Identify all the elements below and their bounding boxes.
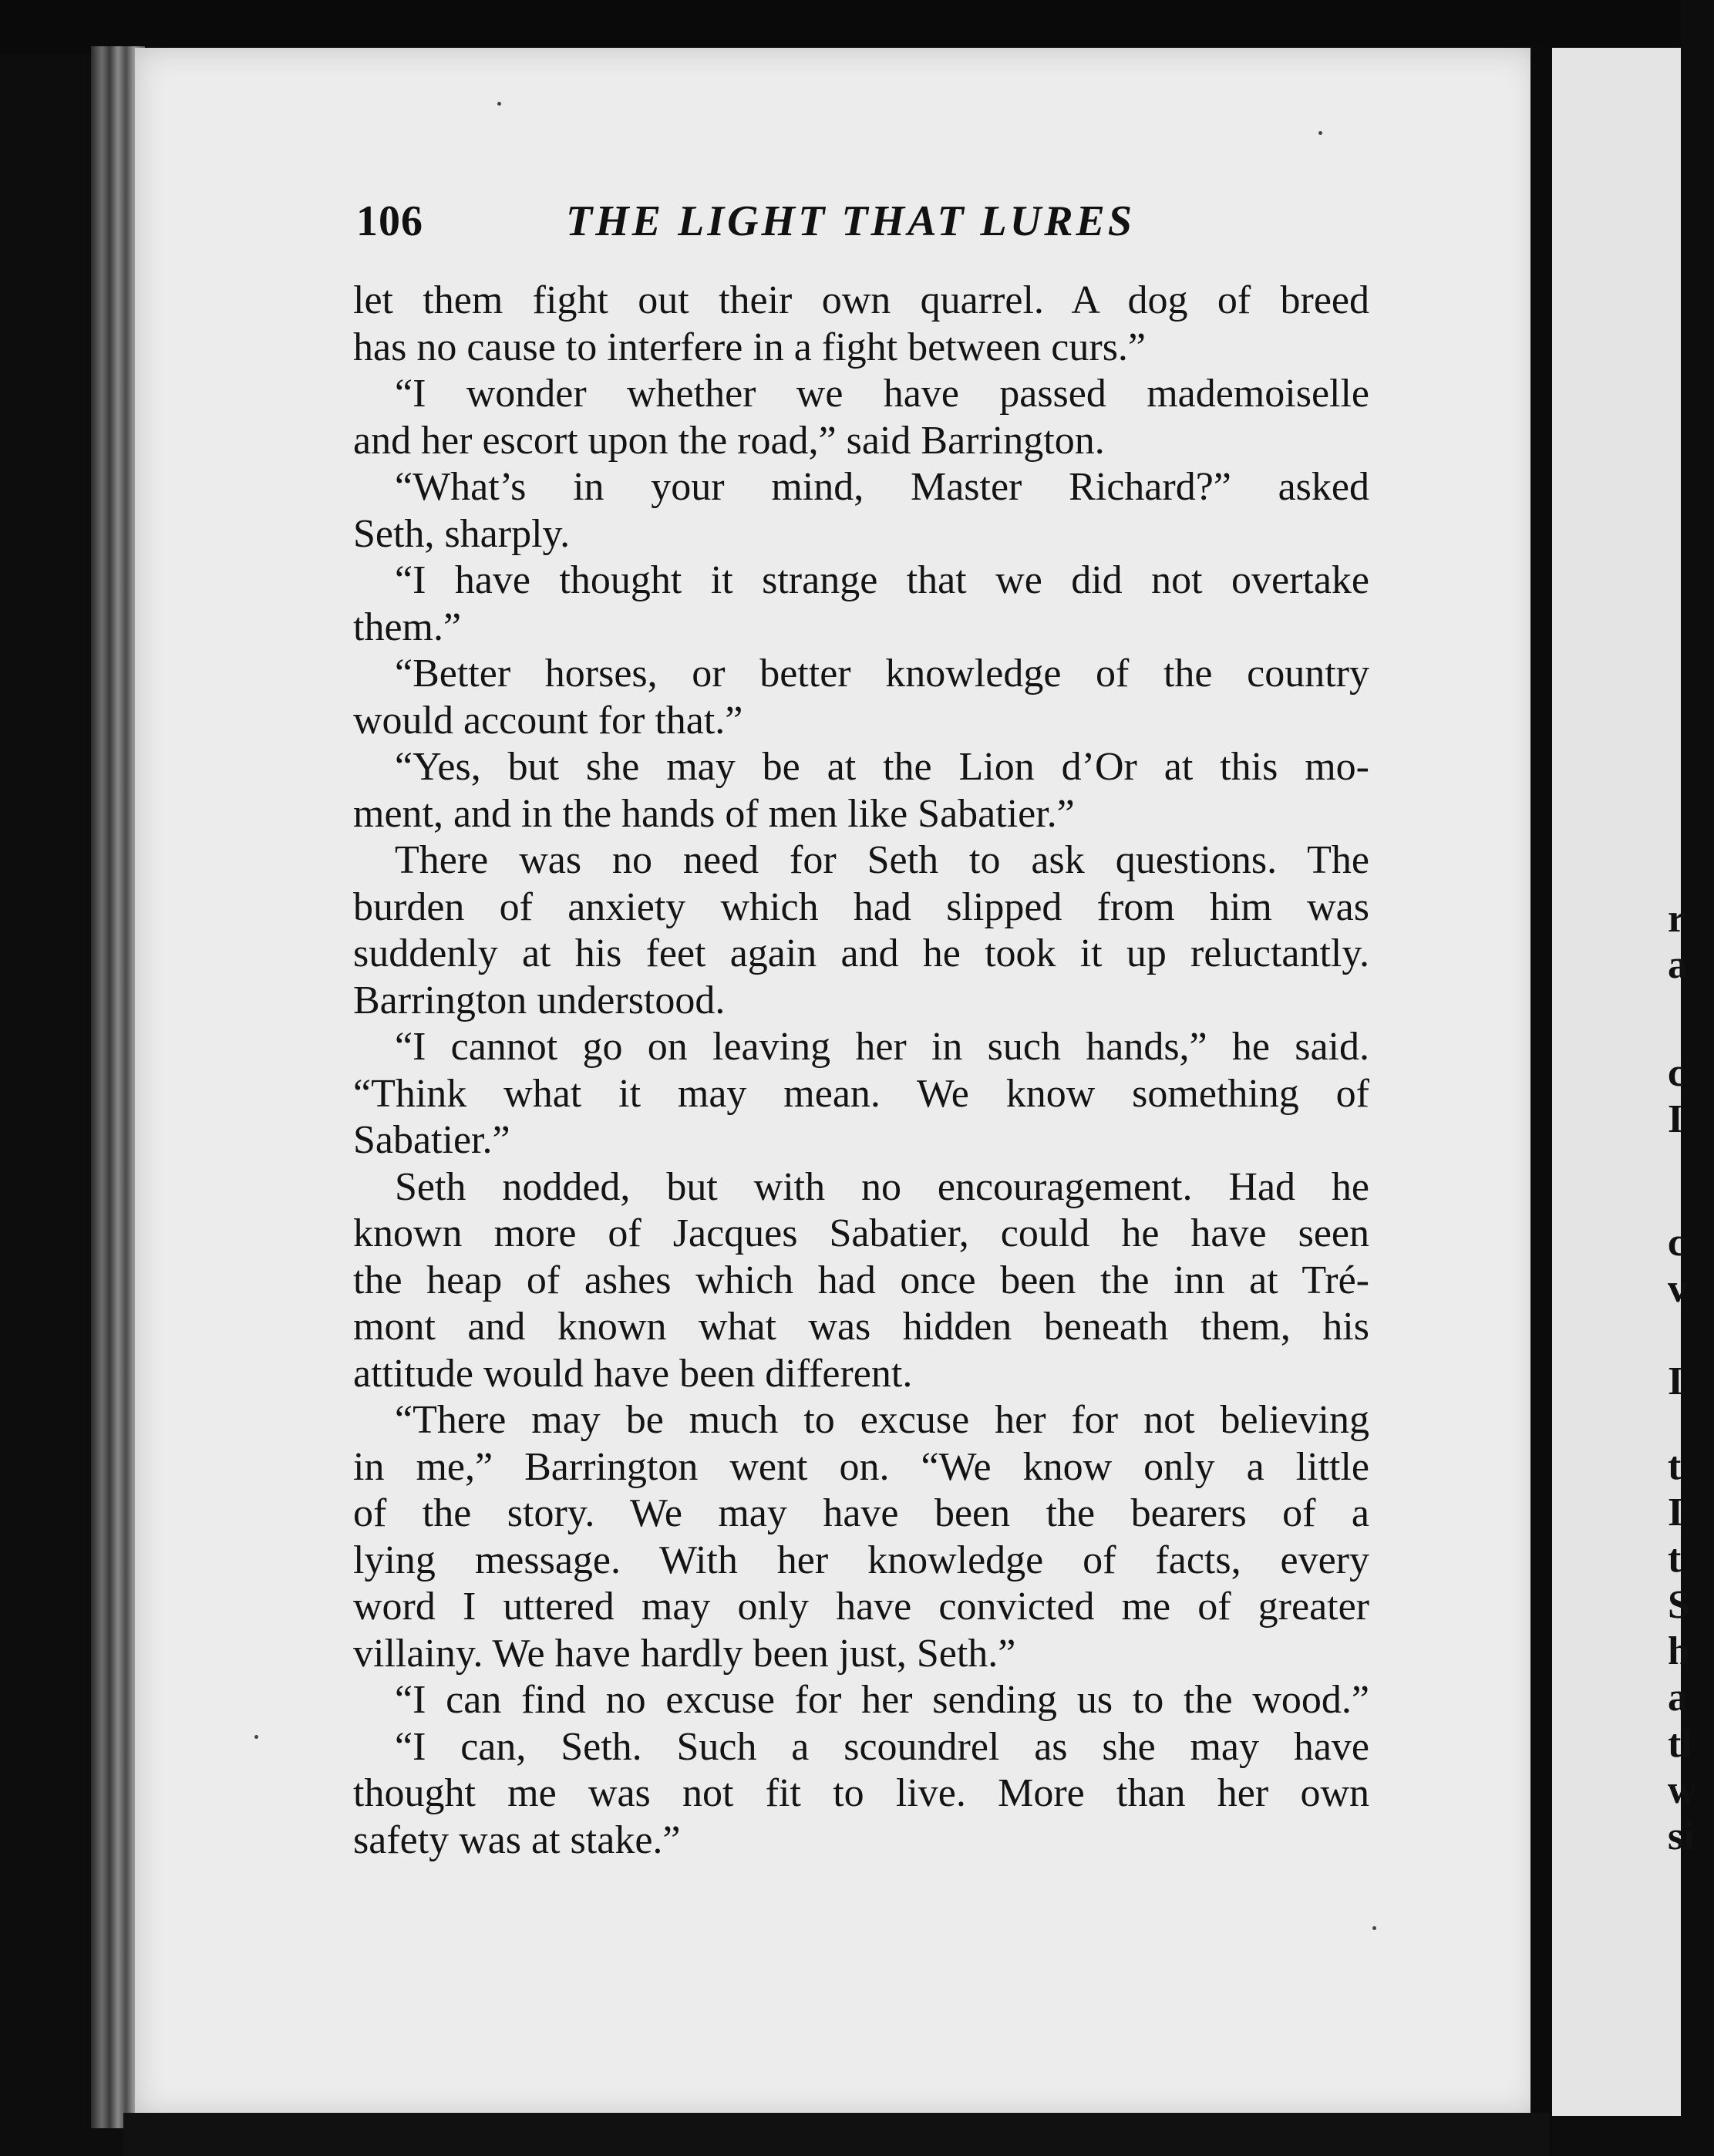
text-line: attitude would have been different.	[353, 1351, 913, 1396]
text-line: “Think what it may mean. We know something of	[353, 1071, 1369, 1116]
text-line: Sabatier.”	[353, 1118, 510, 1162]
text-line: “I cannot go on leaving her in such hands,” he said.	[395, 1025, 1369, 1069]
text-line: “I wonder whether we have passed mademoiselle	[395, 372, 1369, 416]
right-page-fragment: t	[1668, 1537, 1682, 1581]
right-page-fragment: a	[1668, 943, 1688, 987]
right-page-fragment: I	[1668, 1359, 1684, 1403]
body-text	[353, 278, 1369, 1864]
right-page-fragment: w	[1668, 1768, 1697, 1812]
text-line: let them fight out their own quarrel. A dog of breed	[353, 278, 1369, 322]
text-line: mont and known what was hidden beneath them, his	[353, 1305, 1369, 1349]
text-line: and her escort upon the road,” said Barrington.	[353, 418, 1105, 463]
text-line: thought me was not fit to live. More than her own	[353, 1771, 1369, 1815]
text-line: “There may be much to excuse her for not believing	[395, 1398, 1369, 1442]
scan-speck	[254, 1735, 258, 1739]
scan-frame-bottom	[123, 2113, 1550, 2156]
text-line: ment, and in the hands of men like Sabatier.”	[353, 791, 1075, 836]
text-line: lying message. With her knowledge of facts, every	[353, 1538, 1369, 1582]
page-number: 106	[356, 197, 423, 245]
right-page-fragment: tl	[1668, 1722, 1692, 1766]
right-page-fragment: I	[1668, 1491, 1684, 1534]
right-page-fragment: S	[1668, 1583, 1690, 1627]
text-line: Seth nodded, but with no encouragement. Had he	[395, 1164, 1369, 1209]
page-header	[356, 197, 1359, 258]
text-line: “I have thought it strange that we did not overtake	[395, 558, 1369, 602]
scan-speck	[1318, 131, 1322, 135]
running-title: THE LIGHT THAT LURES	[566, 197, 1136, 245]
text-line: Seth, sharply.	[353, 511, 571, 556]
right-page-fragment: si	[1668, 1814, 1695, 1858]
text-line: “Better horses, or better knowledge of the country	[395, 652, 1369, 696]
text-line: would account for that.”	[353, 698, 743, 743]
text-line: has no cause to interfere in a fight between curs.”	[353, 325, 1147, 369]
right-page-fragment: t	[1668, 1444, 1682, 1488]
right-page-fragment: I	[1668, 1097, 1684, 1141]
scan-speck	[1372, 1926, 1376, 1930]
book-page-right	[1552, 48, 1697, 2116]
text-line: “Yes, but she may be at the Lion d’Or at this mo-	[395, 745, 1369, 789]
text-line: Barrington understood.	[353, 978, 726, 1022]
right-page-fragment: v	[1668, 1267, 1688, 1311]
text-line: known more of Jacques Sabatier, could he have seen	[353, 1211, 1369, 1255]
text-line: the heap of ashes which had once been the inn at Tré-	[353, 1258, 1369, 1302]
text-line: them.”	[353, 605, 462, 649]
text-line: word I uttered may only have convicted me of greater	[353, 1585, 1369, 1629]
right-page-fragment: h	[1668, 1629, 1690, 1673]
text-line: “What’s in your mind, Master Richard?” asked	[395, 465, 1369, 509]
text-line: villainy. We have hardly been just, Seth.”	[353, 1631, 1016, 1676]
text-line: suddenly at his feet again and he took it up reluctantly.	[353, 931, 1369, 975]
text-line: “I can, Seth. Such a scoundrel as she may have	[395, 1724, 1369, 1769]
right-page-fragment: a	[1668, 1676, 1688, 1720]
book-spine-gutter	[1530, 48, 1552, 2156]
text-line: There was no need for Seth to ask questions. The	[395, 838, 1369, 882]
scan-frame-top	[0, 0, 1681, 54]
text-line: of the story. We may have been the bearers of a	[353, 1491, 1369, 1535]
right-page-fragment: c	[1668, 1051, 1686, 1095]
right-page-fragment: c	[1668, 1221, 1686, 1265]
right-page-fragment: r	[1668, 897, 1686, 941]
text-line: “I can find no excuse for her sending us to the wood.”	[395, 1678, 1369, 1722]
scan-speck	[497, 102, 501, 106]
text-line: burden of anxiety which had slipped from him was	[353, 884, 1369, 929]
text-line: in me,” Barrington went on. “We know only a little	[353, 1444, 1369, 1489]
text-line: safety was at stake.”	[353, 1817, 681, 1862]
